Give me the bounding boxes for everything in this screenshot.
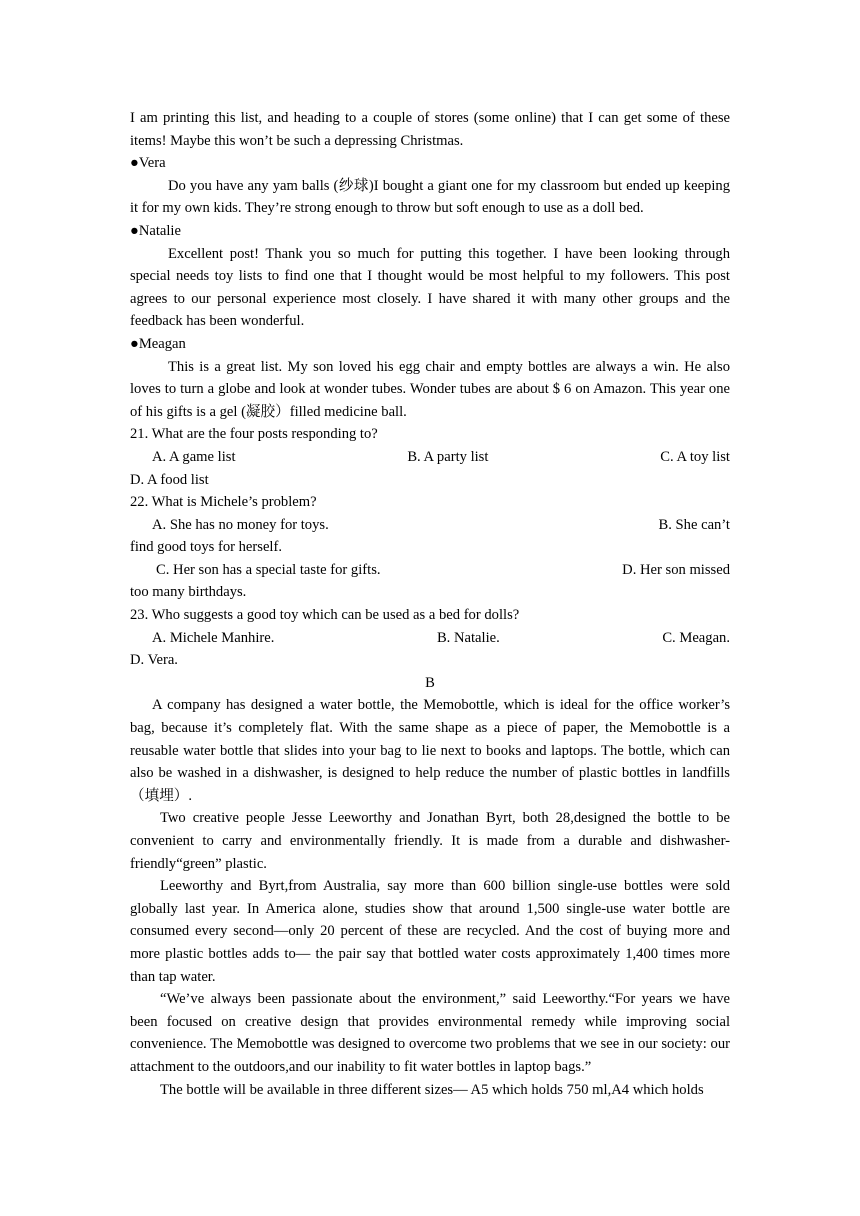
section-heading: B (425, 674, 435, 691)
commenter-name: ●Natalie (130, 222, 181, 239)
option-c: C. A toy list (660, 448, 730, 465)
option-b: B. She can’t (658, 516, 730, 533)
passage-paragraph: “We’ve always been passionate about the environment,” said Leeworthy.“For years we have been focused on creative design that provides environmental remedy while improving social convenience. The Memobottle was designed to overcome two problems that we see in our society: our attachment to the outdoors,and our inability to fit water bottles in laptop bags.” (130, 991, 730, 1075)
question-stem: 22. What is Michele’s problem? (130, 494, 317, 511)
comment-text: This is a great list. My son loved his egg chair and empty bottles are always a win. He also loves to turn a globe and look at wonder tubes. Wonder tubes are about $ 6 on Amazon. This year one of his gifts is a gel (凝胶）filled medicine ball. (130, 358, 730, 420)
passage-paragraph: Two creative people Jesse Leeworthy and Jonathan Byrt, both 28,designed the bottle to be convenient to carry and environmentally friendly. It is made from a durable and dishwasher-friendly“green” plastic. (130, 810, 730, 872)
intro-paragraph: I am printing this list, and heading to a couple of stores (some online) that I can get some of these items! Maybe this won’t be such a depressing Christmas. (130, 110, 730, 149)
option-a: A. A game list (152, 448, 236, 465)
option-b-wrap: find good toys for herself. (130, 539, 282, 556)
option-d: D. Her son missed (622, 561, 730, 578)
option-a: A. Michele Manhire. (152, 629, 275, 646)
option-d: D. Vera. (130, 652, 178, 669)
option-c: C. Meagan. (662, 629, 730, 646)
passage-paragraph: The bottle will be available in three different sizes— A5 which holds 750 ml,A4 which holds (160, 1081, 704, 1098)
option-b: B. A party list (407, 448, 489, 465)
question-options-row (130, 627, 730, 650)
question-options-row (130, 446, 730, 469)
question-stem: 23. Who suggests a good toy which can be used as a bed for dolls? (130, 607, 520, 624)
question-options-row (130, 559, 730, 582)
comment-text: Excellent post! Thank you so much for putting this together. I have been looking through special needs toy lists to find one that I thought would be most helpful to my followers. This post agrees to our personal experience most closely. I have shared it with many other groups and the feedback has been wonderful. (130, 245, 730, 330)
commenter-name: ●Vera (130, 155, 166, 172)
question-options-row (130, 514, 730, 537)
commenter-name: ●Meagan (130, 335, 186, 352)
option-a: A. She has no money for toys. (152, 516, 329, 533)
option-b: B. Natalie. (436, 629, 500, 646)
passage-paragraph: A company has designed a water bottle, the Memobottle, which is ideal for the office worker’s bag, because it’s completely flat. With the same shape as a piece of paper, the Memobottle is a reusable water bottle that slides into your bag to lie next to books and laptops. The bottle, which can also be washed in a dishwasher, is designed to help reduce the number of plastic bottles in landfills（填埋）. (130, 697, 730, 804)
option-d: D. A food list (130, 471, 209, 488)
question-stem: 21. What are the four posts responding to? (130, 426, 378, 443)
option-d-wrap: too many birthdays. (130, 584, 247, 601)
option-c: C. Her son has a special taste for gifts. (156, 561, 381, 578)
comment-text: Do you have any yam balls (纱球)I bought a giant one for my classroom but ended up keeping it for my own kids. They’re strong enough to throw but soft enough to use as a doll bed. (130, 177, 730, 217)
passage-paragraph: Leeworthy and Byrt,from Australia, say more than 600 billion single-use bottles were sold globally last year. In America alone, studies show that around 1,500 single-use water bottle are consumed every second—only 20 percent of these are recycled. And the cost of buying more and more plastic bottles adds to— the pair say that bottled water costs approximately 1,400 times more than tap water. (130, 878, 730, 985)
document-body (130, 107, 730, 1101)
